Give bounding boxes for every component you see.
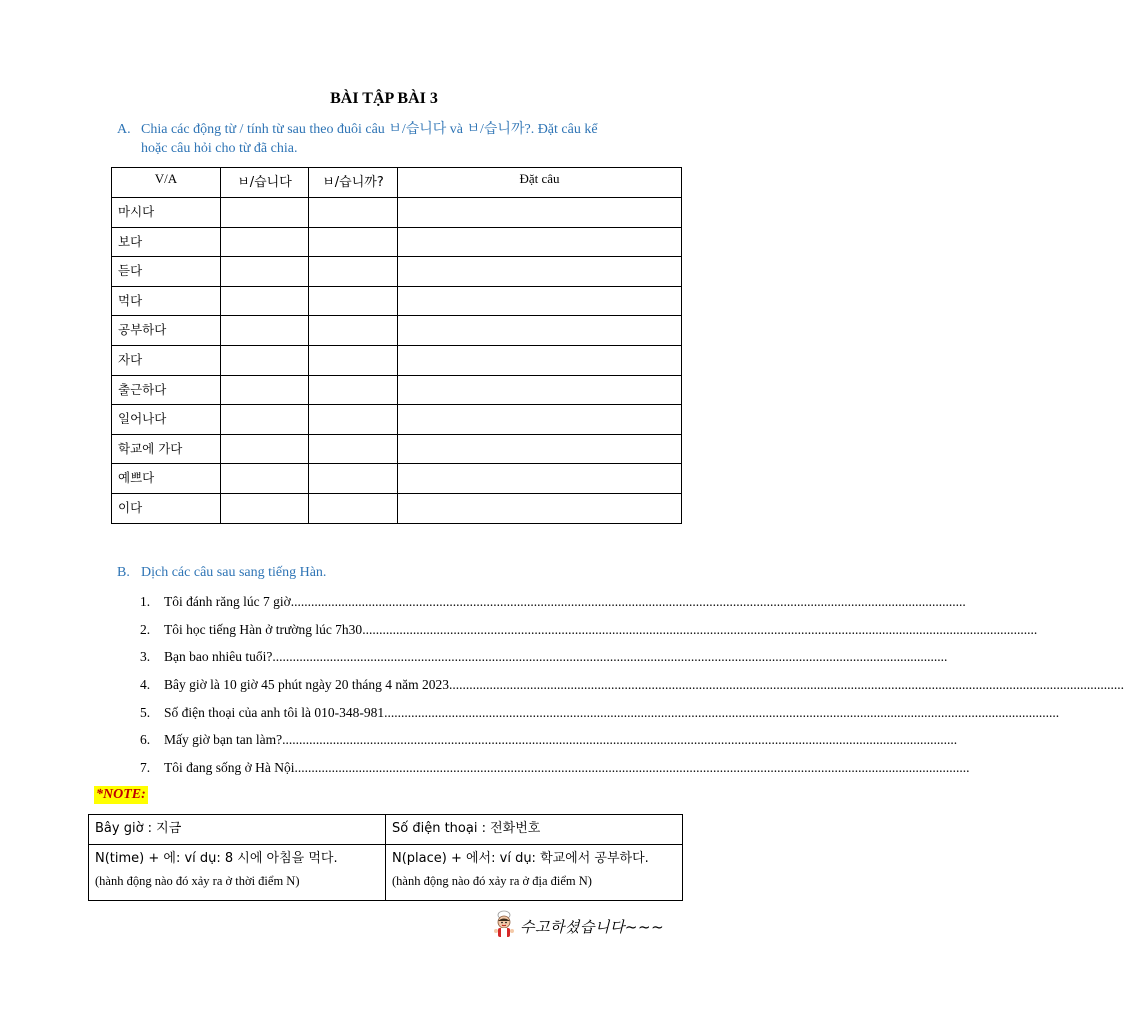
- word-cell: 공부하다: [112, 316, 221, 346]
- answer-line[interactable]: ........................................................................................................................................................................................................: [294, 760, 970, 776]
- table-row: [112, 257, 682, 287]
- note-label: *NOTE:: [96, 787, 146, 802]
- word-cell: 예쁘다: [112, 464, 221, 494]
- sentence-number: 3.: [140, 649, 151, 665]
- list-item: [140, 592, 966, 620]
- answer-line[interactable]: ........................................................................................................................................................................................................: [282, 732, 958, 748]
- sentence-number: 4.: [140, 677, 151, 693]
- formal-statement-cell[interactable]: [221, 464, 309, 494]
- formal-question-cell[interactable]: [309, 464, 398, 494]
- formal-question-cell[interactable]: [309, 286, 398, 316]
- sentence-number: 7.: [140, 760, 151, 776]
- table-row: [112, 464, 682, 494]
- word-cell: 먹다: [112, 286, 221, 316]
- sentence-number: 5.: [140, 704, 151, 720]
- formal-statement-cell[interactable]: [221, 493, 309, 523]
- note-cell-phone: [386, 815, 683, 845]
- section-a-letter: A.: [117, 122, 131, 137]
- note-time-main: N(time) + 에: ví dụ: 8 시에 아침을 먹다.: [95, 851, 338, 866]
- section-b-text: Dịch các câu sau sang tiếng Hàn.: [141, 565, 327, 580]
- word-cell: 마시다: [112, 198, 221, 228]
- table-row: [112, 198, 682, 228]
- list-item: [140, 647, 948, 675]
- word-cell: 보다: [112, 227, 221, 257]
- note-phone-text: Số điện thoại : 전화번호: [392, 821, 541, 836]
- formal-statement-cell[interactable]: [221, 316, 309, 346]
- formal-statement-cell[interactable]: [221, 286, 309, 316]
- list-item: [140, 730, 958, 758]
- formal-question-cell[interactable]: [309, 434, 398, 464]
- list-item: [140, 758, 970, 786]
- formal-question-cell[interactable]: [309, 257, 398, 287]
- table-row: [112, 493, 682, 523]
- sentence-cell[interactable]: [398, 493, 682, 523]
- word-cell: 학교에 가다: [112, 434, 221, 464]
- table-row: [112, 434, 682, 464]
- sentence-text: Bạn bao nhiêu tuổi?: [164, 649, 273, 665]
- table-row: [112, 286, 682, 316]
- sentence-cell[interactable]: [398, 434, 682, 464]
- note-cell-place: [386, 845, 683, 901]
- header-formal-question: ㅂ/습니까?: [309, 168, 398, 198]
- note-time-sub: (hành động nào đó xảy ra ở thời điểm N): [95, 874, 300, 888]
- section-a-instruction: [117, 120, 677, 158]
- table-row: [112, 316, 682, 346]
- sentence-text: Mấy giờ bạn tan làm?: [164, 732, 283, 748]
- note-cell-time: [89, 845, 386, 901]
- sentence-text: Tôi đánh răng lúc 7 giờ: [164, 594, 291, 609]
- sentence-list: [140, 592, 1124, 786]
- header-va: V/A: [112, 168, 221, 198]
- word-cell: 자다: [112, 345, 221, 375]
- formal-statement-cell[interactable]: [221, 257, 309, 287]
- header-formal-statement: ㅂ/습니다: [221, 168, 309, 198]
- table-row: [112, 405, 682, 435]
- formal-question-cell[interactable]: [309, 227, 398, 257]
- note-place-sub: (hành động nào đó xảy ra ở địa điểm N): [392, 874, 592, 888]
- chef-character-icon: [492, 910, 516, 945]
- formal-statement-cell[interactable]: [221, 434, 309, 464]
- section-a-line-2: hoặc câu hỏi cho từ đã chia.: [141, 141, 298, 156]
- formal-question-cell[interactable]: [309, 493, 398, 523]
- list-item: [140, 703, 1060, 731]
- sentence-text: Tôi học tiếng Hàn ở trường lúc 7h30: [164, 621, 363, 637]
- formal-question-cell[interactable]: [309, 405, 398, 435]
- formal-question-cell[interactable]: [309, 316, 398, 346]
- list-item: [140, 675, 1124, 703]
- table-row: [112, 375, 682, 405]
- sentence-text: Tôi đang sống ở Hà Nội: [164, 760, 295, 776]
- sentence-cell[interactable]: [398, 257, 682, 287]
- note-now-text: Bây giờ : 지금: [95, 821, 182, 836]
- section-b-instruction: [117, 565, 326, 581]
- sentence-cell[interactable]: [398, 405, 682, 435]
- word-cell: 일어나다: [112, 405, 221, 435]
- answer-line[interactable]: ........................................................................................................................................................................................................: [272, 649, 948, 665]
- sentence-cell[interactable]: [398, 345, 682, 375]
- list-item: [140, 620, 1038, 648]
- notes-table: [88, 814, 683, 901]
- sentence-cell[interactable]: [398, 464, 682, 494]
- sentence-number: 1.: [140, 594, 151, 609]
- sentence-number: 2.: [140, 621, 151, 637]
- answer-line[interactable]: ........................................................................................................................................................................................................: [362, 621, 1038, 637]
- formal-statement-cell[interactable]: [221, 198, 309, 228]
- sentence-cell[interactable]: [398, 286, 682, 316]
- formal-question-cell[interactable]: [309, 198, 398, 228]
- answer-line[interactable]: ........................................................................................................................................................................................................: [290, 594, 966, 609]
- conjugation-table: [111, 167, 682, 524]
- sentence-text: Số điện thoại của anh tôi là 010-348-981: [164, 704, 385, 720]
- note-cell-now: [89, 815, 386, 845]
- closing-message: [492, 910, 692, 942]
- sentence-cell[interactable]: [398, 316, 682, 346]
- sentence-cell[interactable]: [398, 375, 682, 405]
- header-make-sentence: Đặt câu: [398, 168, 682, 198]
- word-cell: 이다: [112, 493, 221, 523]
- formal-statement-cell[interactable]: [221, 375, 309, 405]
- sentence-number: 6.: [140, 732, 151, 748]
- closing-text: 수고하셨습니다~~~: [520, 918, 665, 936]
- word-cell: 출근하다: [112, 375, 221, 405]
- formal-statement-cell[interactable]: [221, 227, 309, 257]
- note-place-main: N(place) + 에서: ví dụ: 학교에서 공부하다.: [392, 851, 649, 866]
- word-cell: 듣다: [112, 257, 221, 287]
- table-row: [112, 345, 682, 375]
- answer-line[interactable]: ........................................................................................................................................................................................................: [449, 677, 1124, 693]
- section-b-letter: B.: [117, 565, 130, 580]
- sentence-text: Bây giờ là 10 giờ 45 phút ngày 20 tháng 4 năm 2023: [164, 677, 449, 693]
- formal-question-cell[interactable]: [309, 375, 398, 405]
- formal-statement-cell[interactable]: [221, 405, 309, 435]
- section-a-line-1: Chia các động từ / tính từ sau theo đuôi câu ㅂ/습니다 và ㅂ/습니까?. Đặt câu kể: [141, 122, 598, 137]
- sentence-cell[interactable]: [398, 227, 682, 257]
- table-row: [112, 227, 682, 257]
- sentence-cell[interactable]: [398, 198, 682, 228]
- page-title: BÀI TẬP BÀI 3: [330, 90, 438, 107]
- formal-question-cell[interactable]: [309, 345, 398, 375]
- notes-row: [89, 845, 683, 901]
- formal-statement-cell[interactable]: [221, 345, 309, 375]
- table-header-row: [112, 168, 682, 198]
- notes-row: [89, 815, 683, 845]
- answer-line[interactable]: ........................................................................................................................................................................................................: [384, 704, 1060, 720]
